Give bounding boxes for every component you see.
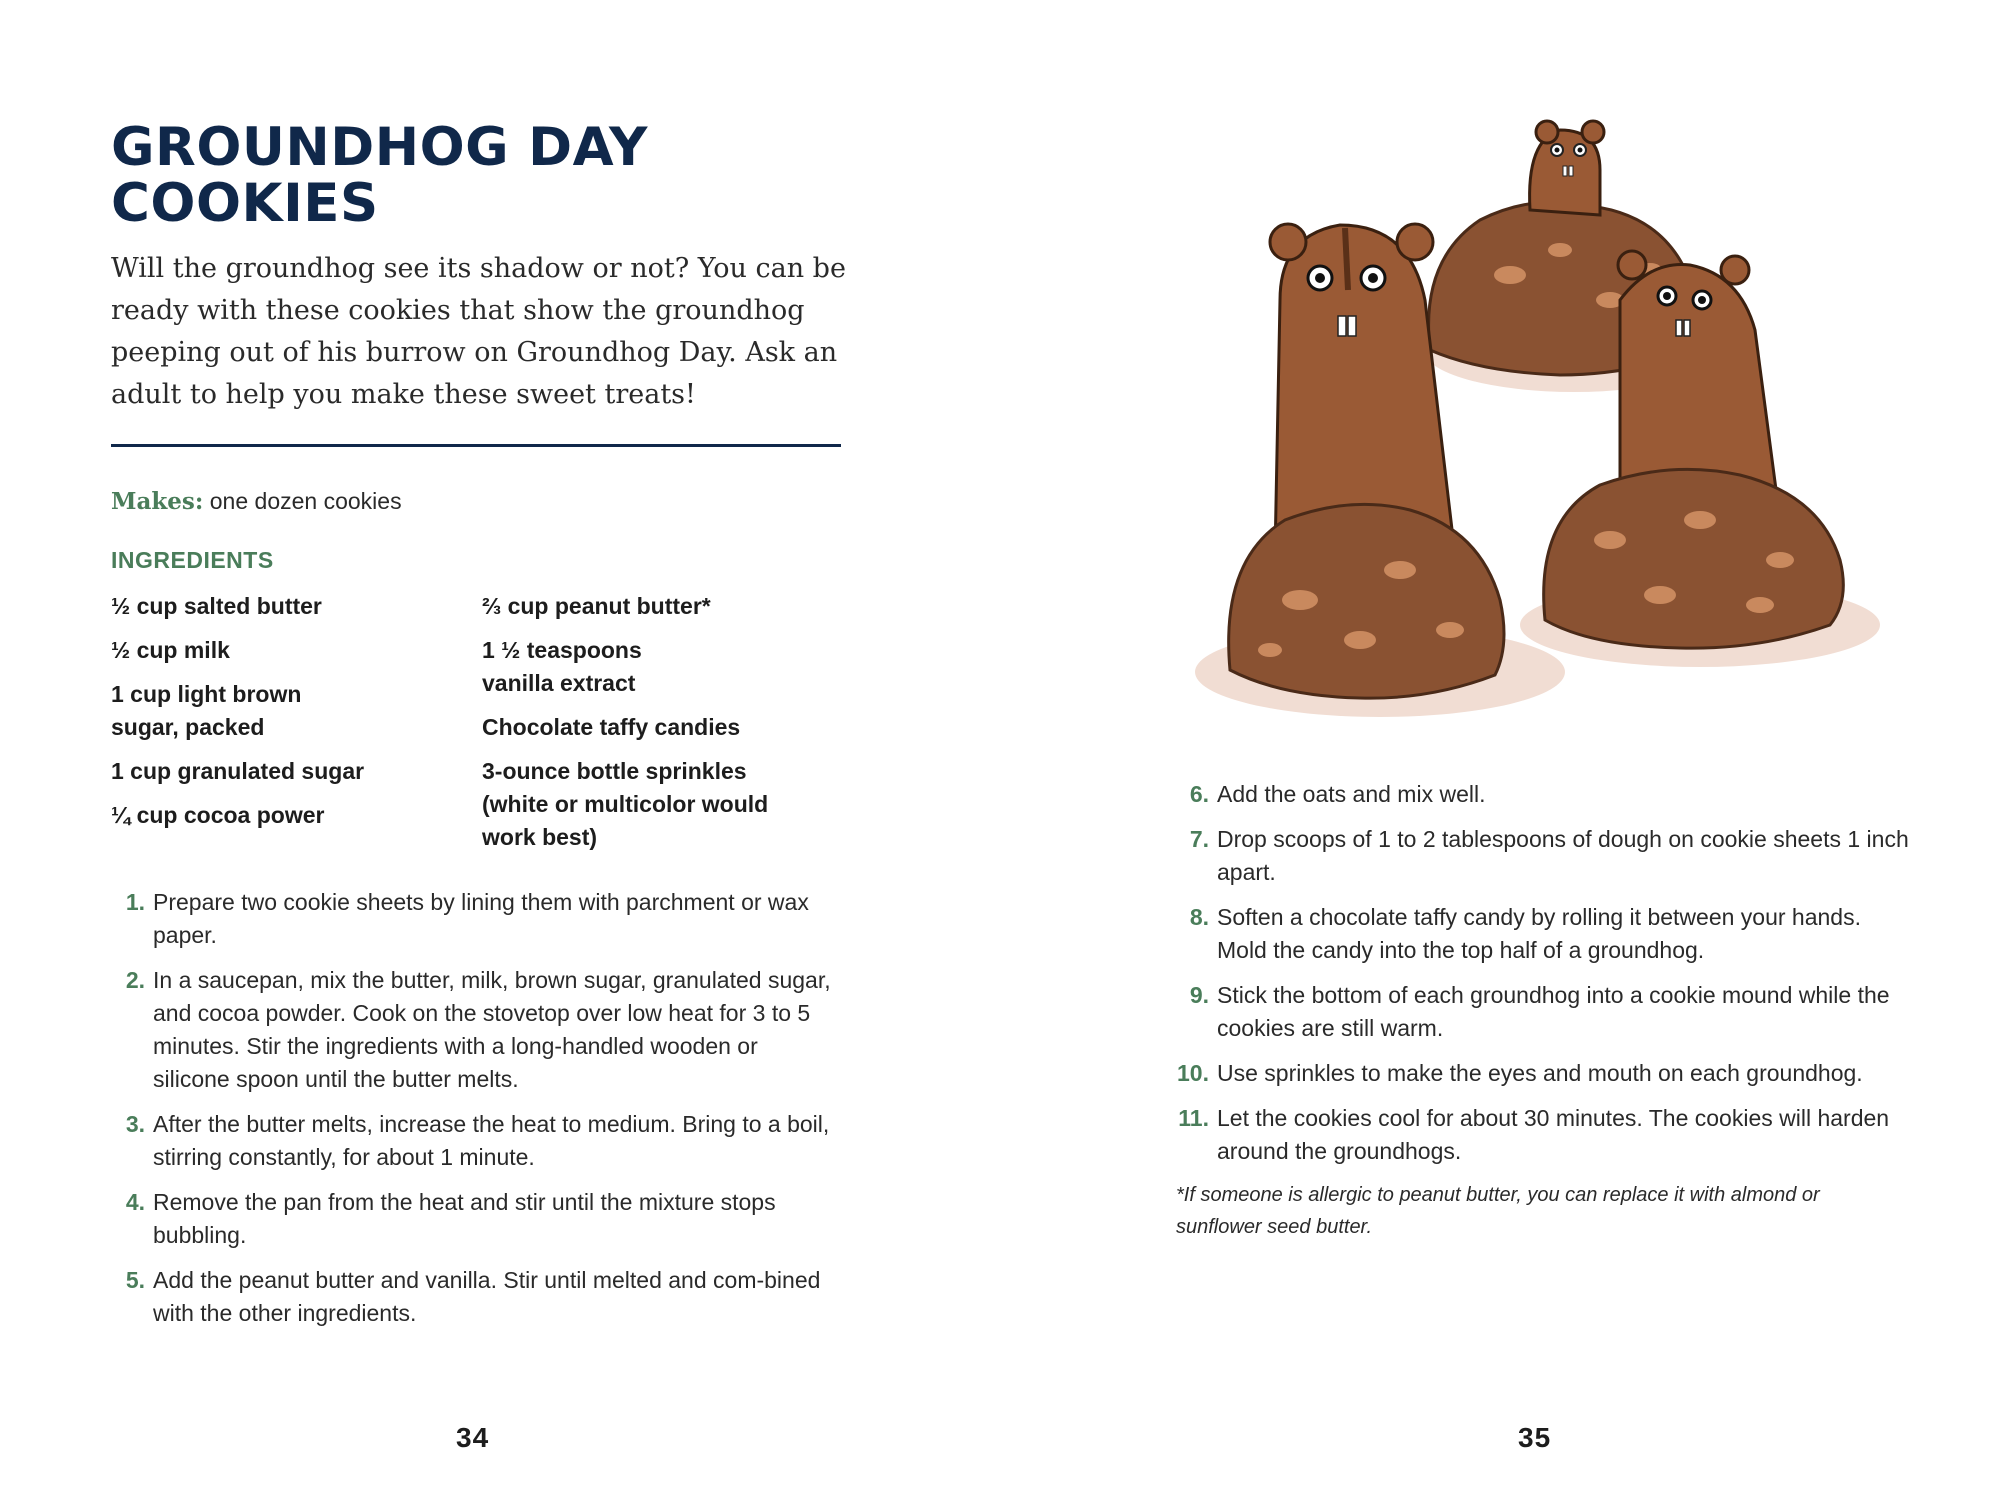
title-line-2: COOKIES [111,173,379,234]
step-item [1175,979,1915,1045]
ingredient-item: 1 cup granulated sugar [111,758,365,784]
makes-label: Makes: [111,488,204,515]
ingredient-item: ½ cup milk [111,637,230,663]
step-number: 1. [125,889,145,915]
groundhog-cookies-illustration [1180,100,1880,730]
step-item [111,886,831,952]
allergy-footnote: *If someone is allergic to peanut butter, you can replace it with almond or sunflower seed butter. [1176,1184,1820,1238]
step-item [111,1108,831,1174]
page-number-right: 35 [1518,1422,1552,1453]
step-item [1175,1057,1915,1090]
right-page [1000,0,2000,1500]
step-item [1175,901,1915,967]
ingredient-item: 1 ½ teaspoons vanilla extract [482,637,642,696]
ingredients-heading: INGREDIENTS [111,547,274,573]
step-text: Drop scoops of 1 to 2 tablespoons of dough on cookie sheets 1 inch apart. [1217,826,1909,885]
ingredient-item: Chocolate taffy candies [482,714,741,740]
ingredient-item: ½ cup salted butter [111,593,322,619]
steps-list-left [111,886,831,1342]
makes-value: one dozen cookies [209,488,402,514]
step-text: Prepare two cookie sheets by lining them with parchment or wax paper. [153,889,809,948]
step-text: Add the oats and mix well. [1217,781,1486,807]
step-number: 5. [125,1267,145,1293]
step-number: 9. [1189,982,1209,1008]
ingredient-item: ¼ cup cocoa power [111,802,325,828]
divider-rule [111,444,841,447]
step-text: Let the cookies cool for about 30 minutes. The cookies will harden around the groundhogs. [1217,1105,1890,1164]
makes-line [111,486,402,517]
step-text: After the butter melts, increase the heat to medium. Bring to a boil, stirring constantly, for about 1 minute. [153,1111,830,1170]
step-number: 10. [1177,1060,1209,1086]
step-item [1175,823,1915,889]
step-number: 11. [1178,1105,1209,1131]
step-text: In a saucepan, mix the butter, milk, brown sugar, granulated sugar, and cocoa powder. Cook on the stovetop over low heat for 3 to 5 minutes. Stir the ingredients with a long-handled wooden or silicone spoon until the butter melts. [153,967,831,1092]
ingredient-item: 1 cup light brown sugar, packed [111,681,302,740]
step-number: 8. [1189,904,1209,930]
step-number: 4. [125,1189,145,1215]
ingredient-item: ⅔ cup peanut butter* [482,593,711,619]
title-line-1: GROUNDHOG DAY [111,117,648,178]
page-number-left: 34 [456,1422,490,1453]
step-number: 2. [125,967,145,993]
step-item [111,1264,831,1330]
step-text: Use sprinkles to make the eyes and mouth on each groundhog. [1217,1060,1863,1086]
step-item [111,1186,831,1252]
ingredients-column-1 [111,590,451,843]
intro-paragraph: Will the groundhog see its shadow or not? You can be ready with these cookies that show the groundhog peeping out of his burrow on Groundhog Day. Ask an adult to help you make these sweet treats! [111,253,846,410]
step-item [111,964,831,1096]
ingredients-column-2 [482,590,842,865]
step-number: 3. [125,1111,145,1137]
step-number: 6. [1189,781,1209,807]
step-item [1175,778,1915,811]
ingredient-item: 3-ounce bottle sprinkles (white or multicolor would work best) [482,758,769,850]
steps-list-right [1175,778,1915,1180]
step-text: Add the peanut butter and vanilla. Stir until melted and com-bined with the other ingredients. [153,1267,821,1326]
recipe-title [111,117,871,234]
step-item [1175,1102,1915,1168]
step-text: Stick the bottom of each groundhog into a cookie mound while the cookies are still warm. [1217,982,1890,1041]
step-number: 7. [1189,826,1209,852]
step-text: Soften a chocolate taffy candy by rolling it between your hands. Mold the candy into the top half of a groundhog. [1217,904,1861,963]
step-text: Remove the pan from the heat and stir until the mixture stops bubbling. [153,1189,776,1248]
